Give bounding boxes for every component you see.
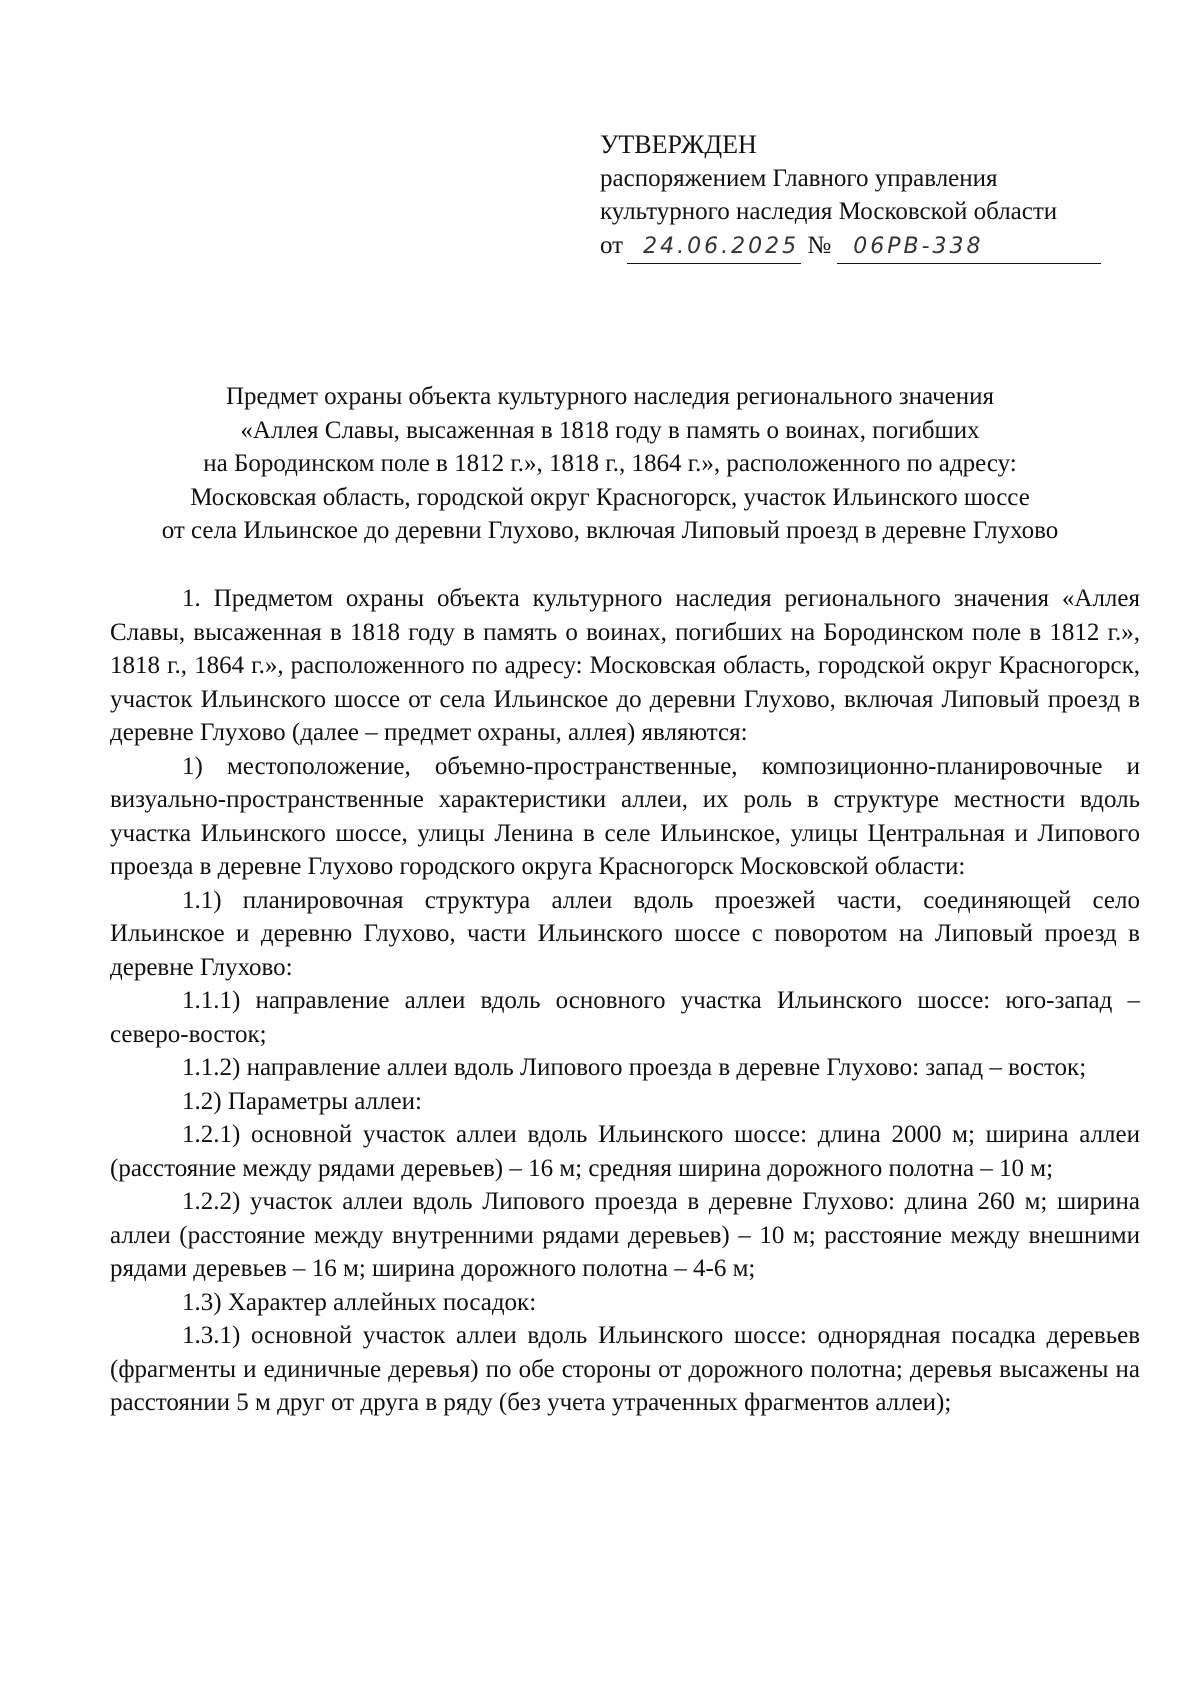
approval-heading: УТВЕРЖДЕН bbox=[600, 130, 757, 159]
paragraph-1-1-1: 1.1.1) направление аллеи вдоль основного участка Ильинского шоссе: юго-запад – северо-восток; bbox=[110, 987, 1140, 1048]
paragraph-1-3: 1.3) Характер аллейных посадок: bbox=[182, 1288, 537, 1316]
date-field bbox=[627, 229, 801, 265]
approval-block bbox=[600, 128, 1120, 264]
approval-line-1: распоряжением Главного управления bbox=[600, 164, 998, 192]
number-field bbox=[837, 229, 1101, 265]
document-title bbox=[80, 380, 1140, 548]
approval-line-2: культурного наследия Московской области bbox=[600, 198, 1058, 225]
paragraph-1-item-1: 1) местоположение, объемно-пространственные, композиционно-планировочные и визуально-пространственные характеристики аллеи, их роль в структуре местности вдоль участка Ильинского шоссе, улицы Ленина в селе Ильинское, улицы Центральная и Липового проезда в деревне Глухово городского округа Красногорск Московской области: bbox=[110, 752, 1140, 880]
title-line-3: на Бородинском поле в 1812 г.», 1818 г., 1864 г.», расположенного по адресу: bbox=[203, 450, 1017, 477]
paragraph-1-2-1: 1.2.1) основной участок аллеи вдоль Ильинского шоссе: длина 2000 м; ширина аллеи (расстояние между рядами деревьев) – 16 м; средняя ширина дорожного полотна – 10 м; bbox=[110, 1121, 1140, 1182]
paragraph-1-1-2: 1.1.2) направление аллеи вдоль Липового проезда в деревне Глухово: запад – восток; bbox=[182, 1054, 1087, 1081]
paragraph-1-3-1: 1.3.1) основной участок аллеи вдоль Ильинского шоссе: однорядная посадка деревьев (фрагменты и единичные деревья) по обе стороны от дорожного полотна; деревья высажены на расстоянии 5 м друг от друга в ряду (без учета утраченных фрагментов аллеи); bbox=[110, 1322, 1140, 1416]
paragraph-1: 1. Предметом охраны объекта культурного наследия регионального значения «Аллея Славы, высаженная в 1818 году в память о воинах, погибших на Бородинском поле в 1812 г.», 1818 г., 1864 г.», расположенного по адресу: Московская область, городской округ Красногорск, участок Ильинского шоссе от села Ильинское до деревни Глухово, включая Липовый проезд в деревне Глухово (далее – предмет охраны, аллея) являются: bbox=[110, 585, 1140, 746]
handwritten-date: 24.06.2025 bbox=[643, 233, 800, 259]
title-line-4: Московская область, городской округ Красногорск, участок Ильинского шоссе bbox=[190, 483, 1030, 511]
document-body bbox=[110, 582, 1140, 1420]
title-line-5: от села Ильинское до деревни Глухово, включая Липовый проезд в деревне Глухово bbox=[161, 517, 1059, 544]
from-label: от bbox=[600, 231, 624, 259]
title-line-1: Предмет охраны объекта культурного наследия регионального значения bbox=[225, 383, 995, 410]
paragraph-1-2-2: 1.2.2) участок аллеи вдоль Липового проезда в деревне Глухово: длина 260 м; ширина аллеи (расстояние между внутренними рядами деревьев) – 10 м; расстояние между внешними рядами деревьев – 16 м; ширина дорожного полотна – 4-6 м; bbox=[110, 1188, 1140, 1282]
paragraph-1-2: 1.2) Параметры аллеи: bbox=[182, 1087, 422, 1115]
paragraph-1-1: 1.1) планировочная структура аллеи вдоль проезжей части, соединяющей село Ильинское и деревню Глухово, части Ильинского шоссе с поворотом на Липовый проезд в деревне Глухово: bbox=[110, 886, 1140, 981]
number-label: № bbox=[807, 231, 832, 259]
title-line-2: «Аллея Славы, высаженная в 1818 году в память о воинах, погибших bbox=[240, 416, 980, 444]
handwritten-number: 06РВ-338 bbox=[853, 233, 984, 259]
approval-date-row bbox=[600, 229, 1120, 265]
